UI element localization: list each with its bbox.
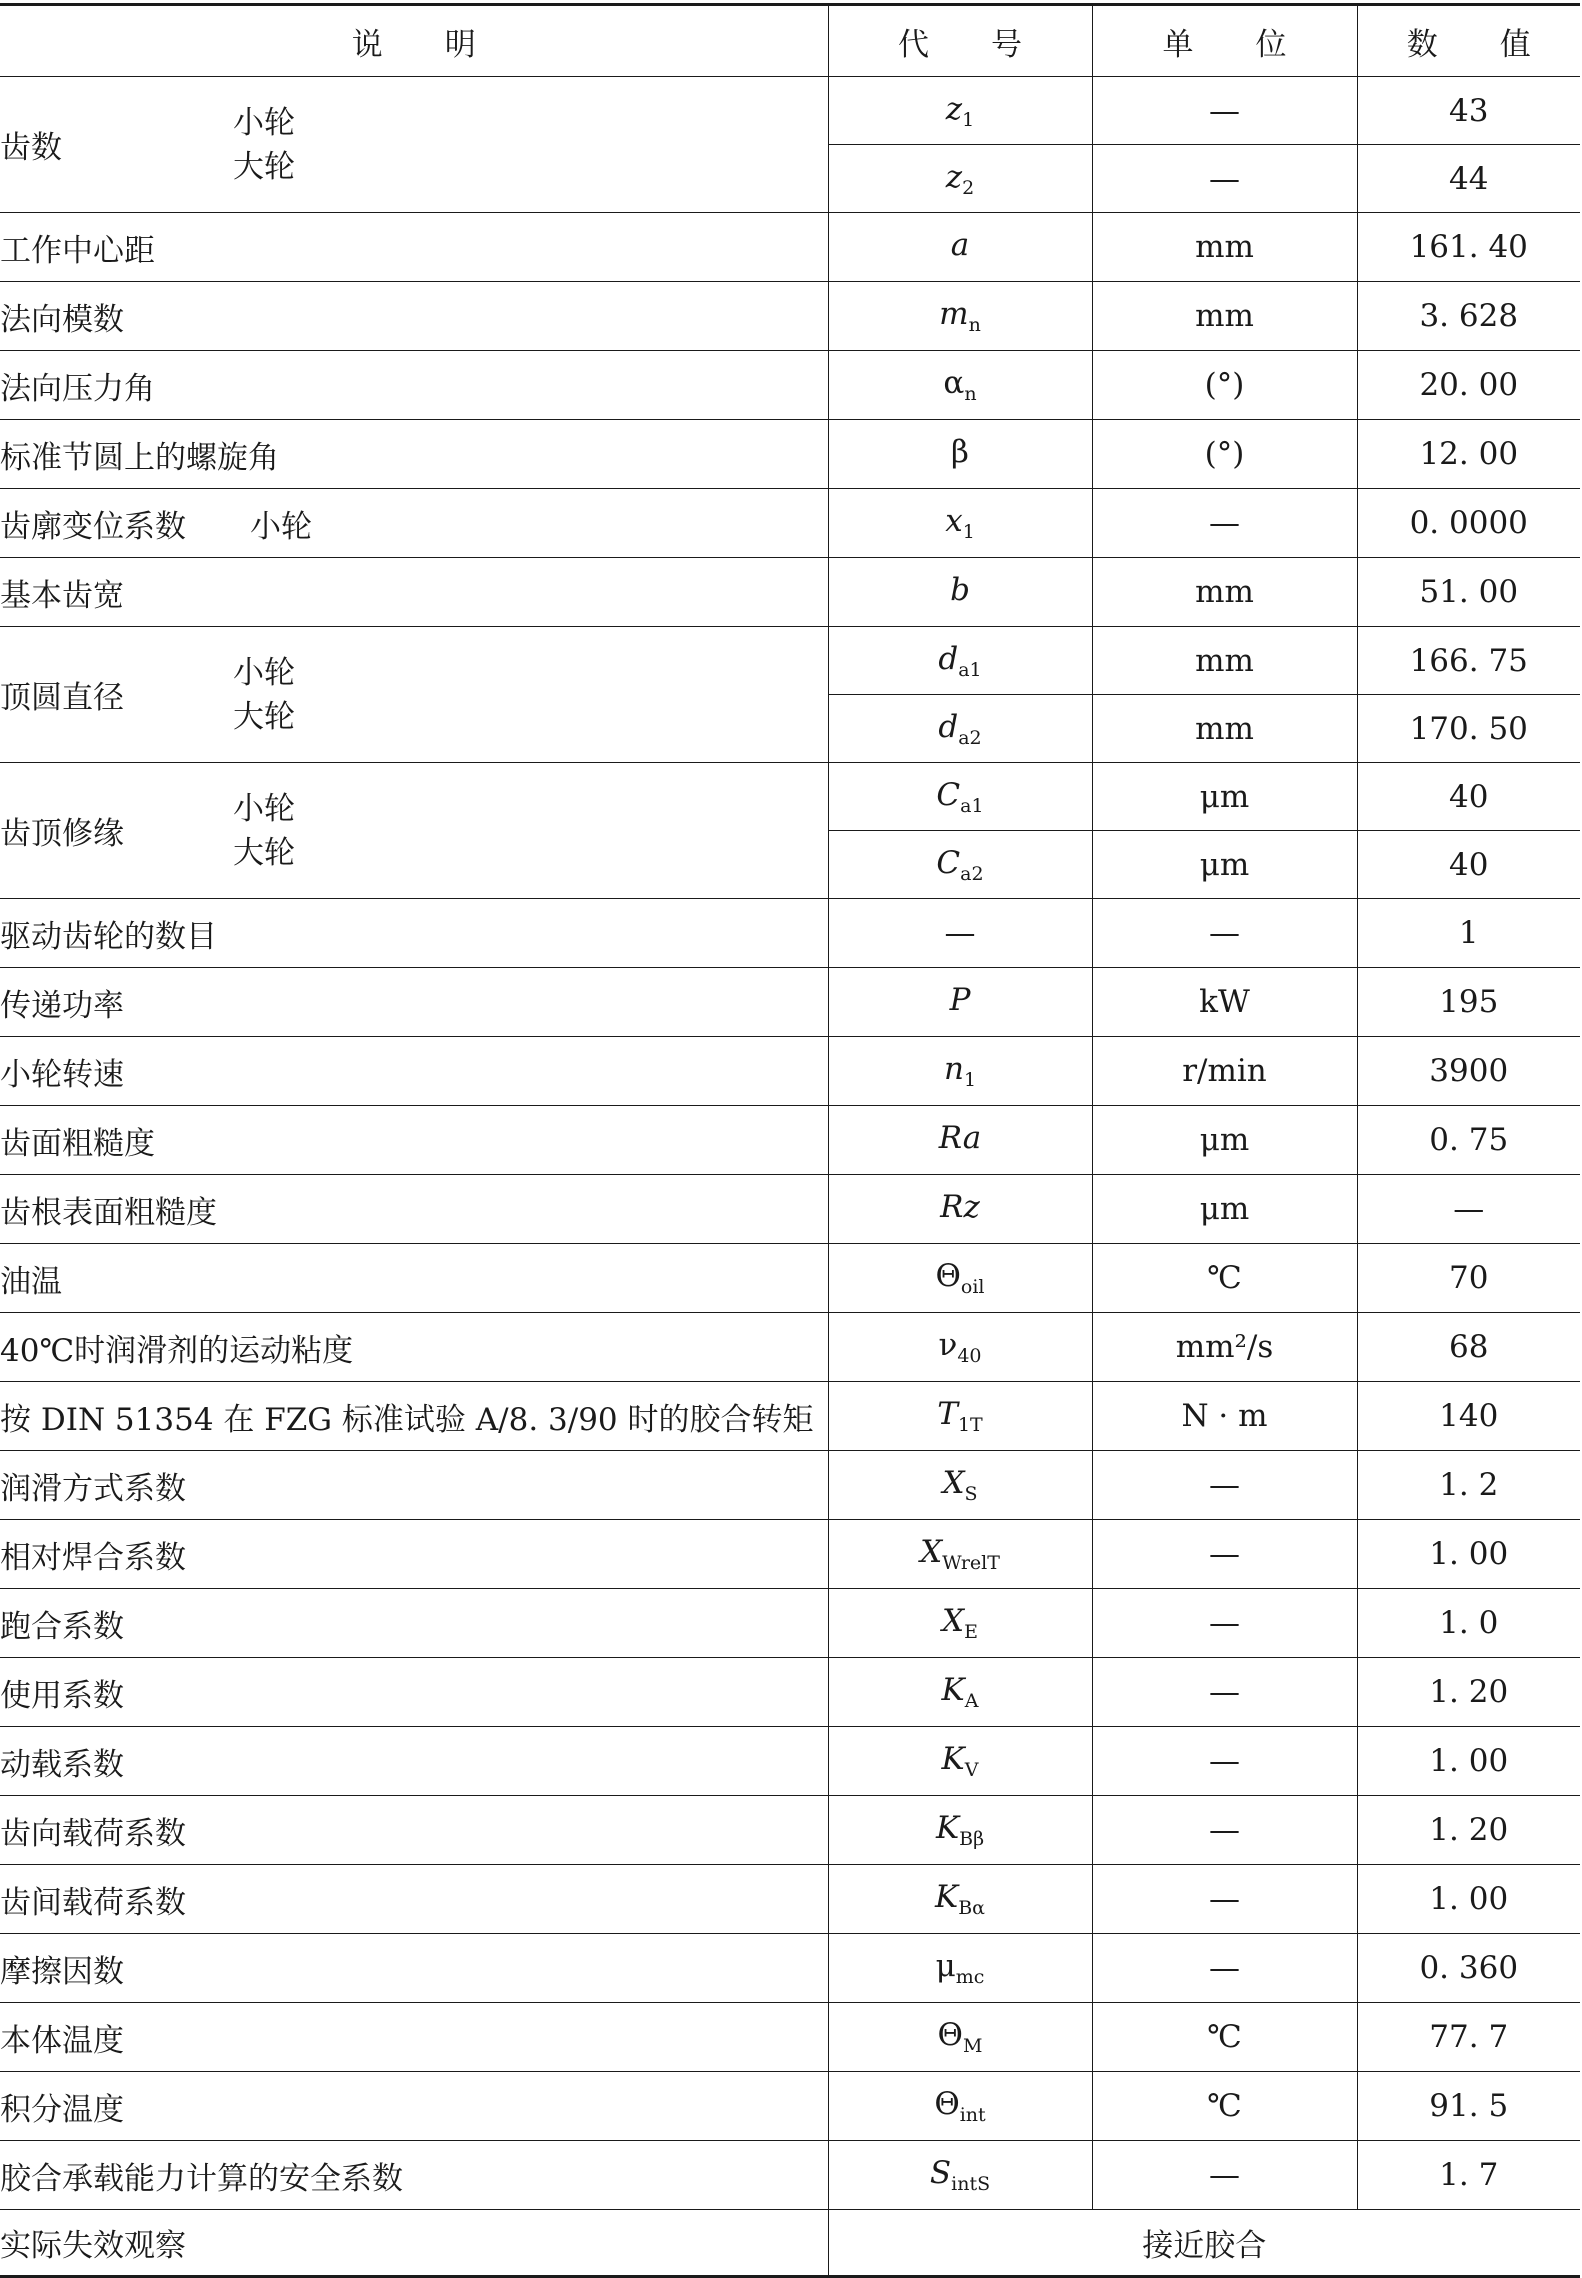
row-description: 顶圆直径	[0, 680, 124, 716]
gear-parameter-table	[0, 3, 1580, 2278]
row-description: 齿数	[0, 130, 62, 166]
row-symbol: $z_1$	[828, 77, 1092, 145]
row-description: 润滑方式系数	[0, 1451, 828, 1520]
row-symbol: $K_{B\beta}$	[828, 1796, 1092, 1865]
table-row	[0, 1382, 1580, 1451]
row-description: 按 DIN 51354 在 FZG 标准试验 A/8. 3/90 时的胶合转矩	[0, 1382, 828, 1451]
row-symbol: $K_V$	[828, 1727, 1092, 1796]
row-unit: —	[1092, 1451, 1357, 1520]
row-description: 40℃时润滑剂的运动粘度	[0, 1313, 828, 1382]
row-description: 标准节圆上的螺旋角	[0, 420, 828, 489]
row-symbol: $X_E$	[828, 1589, 1092, 1658]
table-row	[0, 1589, 1580, 1658]
row-value: 1. 00	[1357, 1520, 1580, 1589]
row-unit: ℃	[1092, 2003, 1357, 2072]
row-unit: —	[1092, 1520, 1357, 1589]
row-unit: mm	[1092, 282, 1357, 351]
row-description: 齿廓变位系数 小轮	[0, 489, 828, 558]
row-value: 170. 50	[1357, 695, 1580, 763]
row-symbol: $\Theta_{int}$	[828, 2072, 1092, 2141]
row-unit: ℃	[1092, 1244, 1357, 1313]
group-cell-teeth	[0, 77, 828, 213]
table-row	[0, 420, 1580, 489]
table-row	[0, 763, 1580, 831]
row-description: 动载系数	[0, 1727, 828, 1796]
row-unit: —	[1092, 489, 1357, 558]
table-row	[0, 1658, 1580, 1727]
row-symbol: $z_2$	[828, 145, 1092, 213]
row-value: 1. 20	[1357, 1658, 1580, 1727]
row-symbol: $S_{intS}$	[828, 2141, 1092, 2210]
row-unit: ℃	[1092, 2072, 1357, 2141]
row-value: 44	[1357, 145, 1580, 213]
large-gear-label: 大轮	[233, 148, 295, 185]
row-symbol: $\alpha_n$	[828, 351, 1092, 420]
small-gear-label: 小轮	[233, 104, 295, 141]
row-value: 1. 2	[1357, 1451, 1580, 1520]
row-description: 小轮转速	[0, 1037, 828, 1106]
row-description: 齿顶修缘	[0, 816, 124, 852]
row-unit: —	[1092, 899, 1357, 968]
row-value: 161. 40	[1357, 213, 1580, 282]
row-symbol: $C_{a1}$	[828, 763, 1092, 831]
header-unit: 单 位	[1092, 5, 1357, 77]
small-gear-label: 小轮	[233, 790, 295, 827]
row-value: 40	[1357, 763, 1580, 831]
row-value: 1. 20	[1357, 1796, 1580, 1865]
row-symbol: $\Theta_{oil}$	[828, 1244, 1092, 1313]
table-row	[0, 351, 1580, 420]
table-row	[0, 1727, 1580, 1796]
row-unit: —	[1092, 77, 1357, 145]
row-symbol: b	[828, 558, 1092, 627]
row-value: 140	[1357, 1382, 1580, 1451]
table-row	[0, 282, 1580, 351]
table-row	[0, 77, 1580, 145]
row-unit: —	[1092, 1658, 1357, 1727]
row-value: 68	[1357, 1313, 1580, 1382]
row-symbol: $X_{WrelT}$	[828, 1520, 1092, 1589]
row-unit: —	[1092, 1865, 1357, 1934]
row-value: 77. 7	[1357, 2003, 1580, 2072]
row-symbol: $x_1$	[828, 489, 1092, 558]
row-description: 齿间载荷系数	[0, 1865, 828, 1934]
header-value: 数 值	[1357, 5, 1580, 77]
table-row	[0, 1244, 1580, 1313]
row-symbol: Ra	[828, 1106, 1092, 1175]
row-value: 1. 00	[1357, 1865, 1580, 1934]
row-symbol: Rz	[828, 1175, 1092, 1244]
row-unit: —	[1092, 1934, 1357, 2003]
row-value: 0. 75	[1357, 1106, 1580, 1175]
failure-observation-value: 接近胶合	[828, 2210, 1580, 2277]
row-symbol: $n_1$	[828, 1037, 1092, 1106]
table-row	[0, 1313, 1580, 1382]
row-description: 相对焊合系数	[0, 1520, 828, 1589]
header-row	[0, 5, 1580, 77]
row-unit: mm²/s	[1092, 1313, 1357, 1382]
row-value: 12. 00	[1357, 420, 1580, 489]
table-row	[0, 899, 1580, 968]
row-value: 51. 00	[1357, 558, 1580, 627]
table-row	[0, 968, 1580, 1037]
table-row	[0, 2072, 1580, 2141]
row-description: 油温	[0, 1244, 828, 1313]
row-unit: (°)	[1092, 351, 1357, 420]
table-row	[0, 1037, 1580, 1106]
row-description: 摩擦因数	[0, 1934, 828, 2003]
row-description: 使用系数	[0, 1658, 828, 1727]
row-description: 驱动齿轮的数目	[0, 899, 828, 968]
row-unit: —	[1092, 2141, 1357, 2210]
table-row	[0, 2003, 1580, 2072]
row-symbol: β	[828, 420, 1092, 489]
row-description: 法向压力角	[0, 351, 828, 420]
row-value: 43	[1357, 77, 1580, 145]
row-description: 实际失效观察	[0, 2210, 828, 2277]
row-value: 1. 0	[1357, 1589, 1580, 1658]
row-unit: —	[1092, 1589, 1357, 1658]
row-description: 本体温度	[0, 2003, 828, 2072]
row-unit: —	[1092, 1796, 1357, 1865]
row-unit: mm	[1092, 695, 1357, 763]
table-row	[0, 213, 1580, 282]
table-row	[0, 1796, 1580, 1865]
row-description: 法向模数	[0, 282, 828, 351]
table-row	[0, 489, 1580, 558]
table-row	[0, 2210, 1580, 2277]
row-unit: μm	[1092, 1175, 1357, 1244]
table-row	[0, 1175, 1580, 1244]
row-value: —	[1357, 1175, 1580, 1244]
row-unit: mm	[1092, 627, 1357, 695]
row-symbol: P	[828, 968, 1092, 1037]
row-symbol: $K_{B\alpha}$	[828, 1865, 1092, 1934]
row-symbol: $X_S$	[828, 1451, 1092, 1520]
row-value: 70	[1357, 1244, 1580, 1313]
table-row	[0, 1865, 1580, 1934]
row-description: 积分温度	[0, 2072, 828, 2141]
row-value: 40	[1357, 831, 1580, 899]
row-value: 20. 00	[1357, 351, 1580, 420]
row-symbol: $T_{1T}$	[828, 1382, 1092, 1451]
row-symbol: $K_A$	[828, 1658, 1092, 1727]
row-description: 基本齿宽	[0, 558, 828, 627]
row-description: 齿根表面粗糙度	[0, 1175, 828, 1244]
row-value: 1	[1357, 899, 1580, 968]
row-symbol: —	[828, 899, 1092, 968]
large-gear-label: 大轮	[233, 698, 295, 735]
table-row	[0, 558, 1580, 627]
row-symbol: $d_{a2}$	[828, 695, 1092, 763]
row-symbol: a	[828, 213, 1092, 282]
table-row	[0, 627, 1580, 695]
row-unit: r/min	[1092, 1037, 1357, 1106]
row-description: 齿面粗糙度	[0, 1106, 828, 1175]
row-description: 跑合系数	[0, 1589, 828, 1658]
row-value: 3. 628	[1357, 282, 1580, 351]
group-cell-tip-diameter	[0, 627, 828, 763]
small-gear-label: 小轮	[233, 654, 295, 691]
row-symbol: $C_{a2}$	[828, 831, 1092, 899]
row-value: 1. 00	[1357, 1727, 1580, 1796]
row-unit: —	[1092, 145, 1357, 213]
row-symbol: $\Theta_M$	[828, 2003, 1092, 2072]
header-description: 说 明	[0, 5, 828, 77]
table-row	[0, 1520, 1580, 1589]
table-row	[0, 1934, 1580, 2003]
row-unit: μm	[1092, 1106, 1357, 1175]
row-description: 胶合承载能力计算的安全系数	[0, 2141, 828, 2210]
row-unit: N · m	[1092, 1382, 1357, 1451]
row-unit: μm	[1092, 763, 1357, 831]
row-description: 传递功率	[0, 968, 828, 1037]
small-gear-label: 小轮	[250, 508, 312, 545]
row-symbol: $\mu_{mc}$	[828, 1934, 1092, 2003]
row-symbol: $m_n$	[828, 282, 1092, 351]
row-unit: mm	[1092, 213, 1357, 282]
row-value: 0. 360	[1357, 1934, 1580, 2003]
table-row	[0, 1106, 1580, 1175]
large-gear-label: 大轮	[233, 834, 295, 871]
header-symbol: 代 号	[828, 5, 1092, 77]
row-unit: (°)	[1092, 420, 1357, 489]
row-unit: μm	[1092, 831, 1357, 899]
row-symbol: $\nu_{40}$	[828, 1313, 1092, 1382]
row-value: 0. 0000	[1357, 489, 1580, 558]
row-symbol: $d_{a1}$	[828, 627, 1092, 695]
row-unit: mm	[1092, 558, 1357, 627]
row-value: 3900	[1357, 1037, 1580, 1106]
row-value: 91. 5	[1357, 2072, 1580, 2141]
row-unit: kW	[1092, 968, 1357, 1037]
table-row	[0, 1451, 1580, 1520]
row-description: 工作中心距	[0, 213, 828, 282]
row-value: 1. 7	[1357, 2141, 1580, 2210]
group-cell-tip-relief	[0, 763, 828, 899]
row-value: 195	[1357, 968, 1580, 1037]
row-description: 齿向载荷系数	[0, 1796, 828, 1865]
row-unit: —	[1092, 1727, 1357, 1796]
table-row	[0, 2141, 1580, 2210]
row-value: 166. 75	[1357, 627, 1580, 695]
